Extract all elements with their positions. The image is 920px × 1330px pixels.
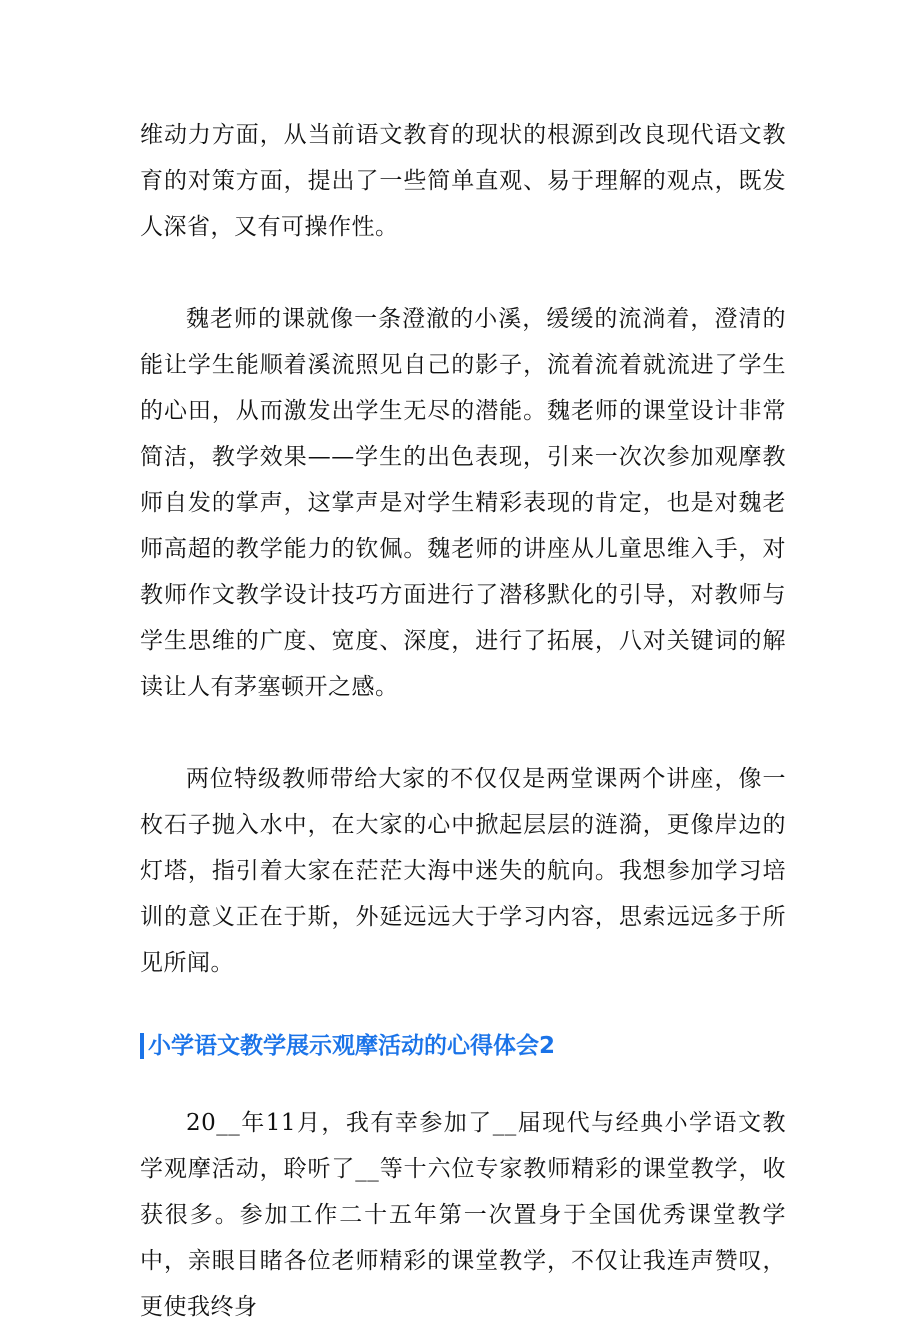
section-paragraph-1: 20__年11月，我有幸参加了__届现代与经典小学语文教学观摩活动，聆听了__等十六位专家教师精彩的课堂教学，收获很多。参加工作二十五年第一次置身于全国优秀课堂教学中，亲眼目睹各位老师精彩的课堂教学，不仅让我连声赞叹，更使我终身 — [140, 1110, 786, 1320]
document-page — [140, 112, 786, 1330]
paragraph-1: 维动力方面，从当前语文教育的现状的根源到改良现代语文教育的对策方面，提出了一些简单直观、易于理解的观点，既发人深省，又有可操作性。 — [140, 122, 786, 240]
section-heading-text: 小学语文教学展示观摩活动的心得体会2 — [148, 1033, 556, 1059]
section-heading — [140, 1026, 786, 1066]
paragraph-3: 两位特级教师带给大家的不仅仅是两堂课两个讲座，像一枚石子抛入水中，在大家的心中掀起层层的涟漪，更像岸边的灯塔，指引着大家在茫茫大海中迷失的航向。我想参加学习培训的意义正在于斯，外延远远大于学习内容，思索远远多于所见所闻。 — [140, 766, 786, 976]
paragraph-2: 魏老师的课就像一条澄澈的小溪，缓缓的流淌着，澄清的能让学生能顺着溪流照见自己的影子，流着流着就流进了学生的心田，从而激发出学生无尽的潜能。魏老师的课堂设计非常简洁，教学效果——学生的出色表现，引来一次次参加观摩教师自发的掌声，这掌声是对学生精彩表现的肯定，也是对魏老师高超的教学能力的钦佩。魏老师的讲座从儿童思维入手，对教师作文教学设计技巧方面进行了潜移默化的引导，对教师与学生思维的广度、宽度、深度，进行了拓展，八对关键词的解读让人有茅塞顿开之感。 — [140, 306, 786, 700]
heading-marker-bar — [140, 1033, 144, 1059]
